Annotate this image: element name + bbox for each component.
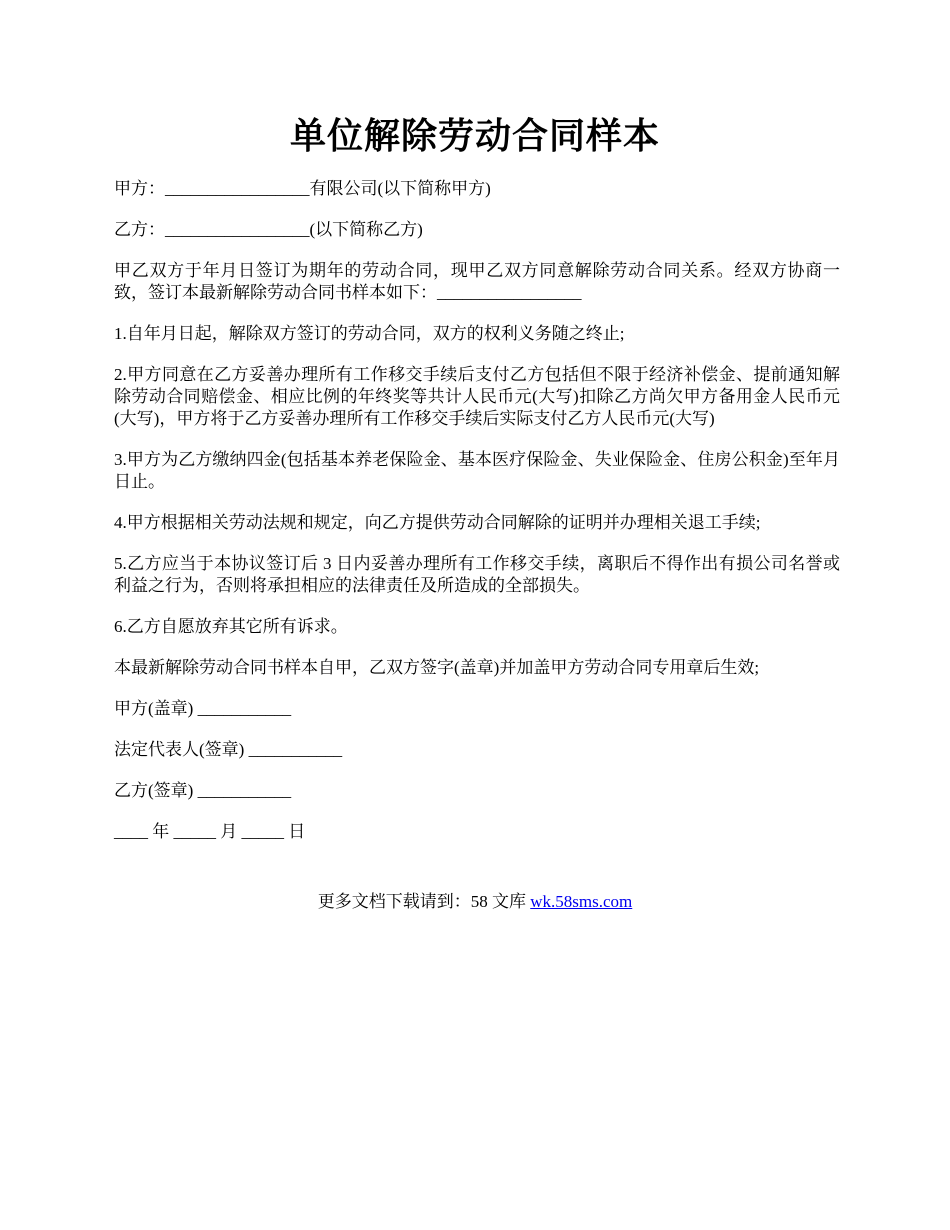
document-title: 单位解除劳动合同样本 [289, 116, 660, 156]
intro-paragraph: 甲乙双方于年月日签订为期年的劳动合同，现甲乙双方同意解除劳动合同关系。经双方协商一致，签订本最新解除劳动合同书样本如下：_________________ [114, 261, 840, 302]
footer-text: 更多文档下载请到：58 文库 [317, 892, 531, 911]
document-body [114, 178, 840, 862]
party-a-seal-line: 甲方(盖章) ___________ [114, 699, 292, 718]
legal-rep-signature-line: 法定代表人(签章) ___________ [114, 740, 343, 759]
clause-2: 2.甲方同意在乙方妥善办理所有工作移交手续后支付乙方包括但不限于经济补偿金、提前通知解除劳动合同赔偿金、相应比例的年终奖等共计人民币元(大写)扣除乙方尚欠甲方备用金人民币元(大写)，甲方将于乙方妥善办理所有工作移交手续后实际支付乙方人民币元(大写) [114, 365, 840, 428]
clause-6: 6.乙方自愿放弃其它所有诉求。 [114, 617, 348, 636]
effective-clause: 本最新解除劳动合同书样本自甲，乙双方签字(盖章)并加盖甲方劳动合同专用章后生效; [114, 658, 760, 677]
date-line: ____ 年 _____ 月 _____ 日 [114, 822, 306, 841]
party-b-signature-line: 乙方(签章) ___________ [114, 781, 292, 800]
clause-3: 3.甲方为乙方缴纳四金(包括基本养老保险金、基本医疗保险金、失业保险金、住房公积金)至年月日止。 [114, 450, 840, 491]
clause-1: 1.自年月日起，解除双方签订的劳动合同，双方的权利义务随之终止; [114, 324, 625, 343]
party-b-line: 乙方：_________________(以下简称乙方) [114, 220, 423, 239]
download-footer [0, 891, 950, 913]
footer-link[interactable]: wk.58sms.com [530, 892, 633, 911]
clause-5: 5.乙方应当于本协议签订后 3 日内妥善办理所有工作移交手续，离职后不得作出有损公司名誉或利益之行为，否则将承担相应的法律责任及所造成的全部损失。 [114, 554, 840, 595]
clause-4: 4.甲方根据相关劳动法规和规定，向乙方提供劳动合同解除的证明并办理相关退工手续; [114, 513, 761, 532]
party-a-line: 甲方：_________________有限公司(以下简称甲方) [114, 179, 491, 198]
